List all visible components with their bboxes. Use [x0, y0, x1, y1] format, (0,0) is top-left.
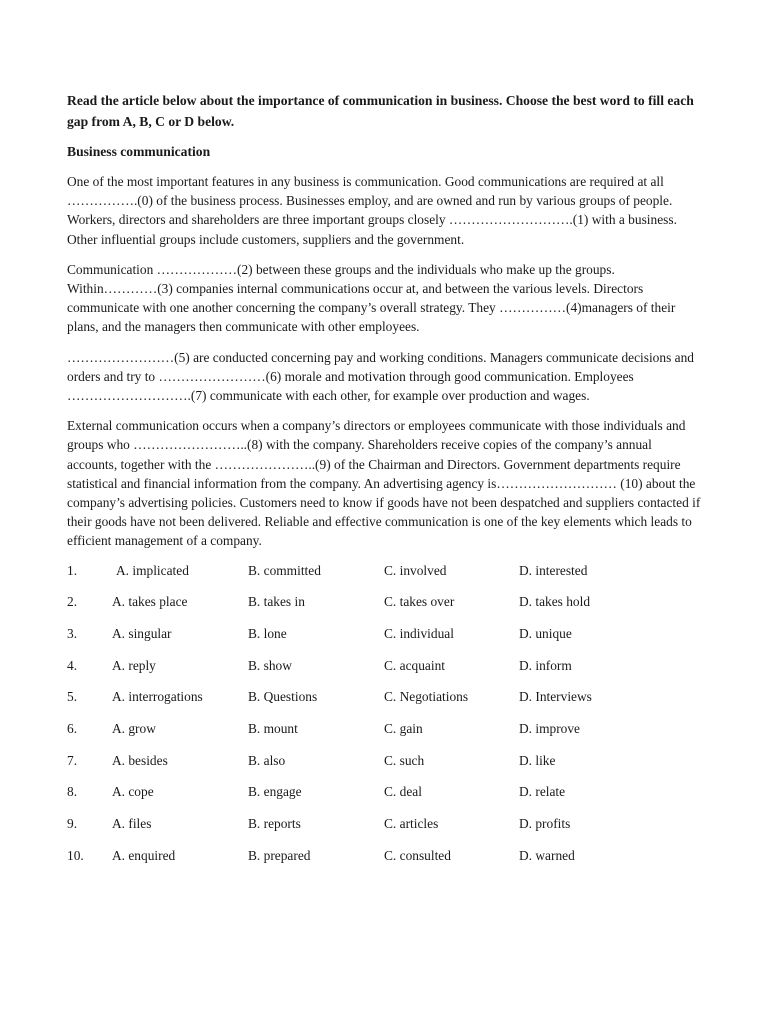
- option-b: B. takes in: [248, 594, 305, 610]
- article-paragraph: External communication occurs when a company’s directors or employees communicate with those individuals and groups who ……………………..(8) with the company. Shareholders receive copies of the company’s annual accounts, together with the …………………..(9) of the Chairman and Directors. Government departments require statistical and financial information from the company. An advertising agency is……………………… (10) about the company’s advertising policies. Customers need to know if goods have not been despatched and suppliers contacted if their goods have not been delivered. Reliable and effective communication is one of the key elements which leads to efficient management of a company.: [67, 418, 701, 549]
- question-number: 4.: [67, 657, 78, 673]
- option-a: A. files: [112, 816, 152, 832]
- question-number: 1.: [67, 562, 78, 578]
- document-page: [67, 90, 703, 880]
- option-b: B. Questions: [248, 689, 318, 705]
- option-b: B. mount: [248, 721, 298, 737]
- question-number: 5.: [67, 689, 78, 705]
- question-number: 7.: [67, 752, 78, 768]
- article-heading: Business communication: [67, 144, 211, 159]
- option-c: C. Negotiations: [384, 689, 469, 705]
- question-number: 6.: [67, 721, 78, 737]
- question-row: [67, 594, 703, 626]
- option-d: D. unique: [519, 626, 572, 642]
- option-b: B. show: [248, 657, 292, 673]
- option-a: A. singular: [112, 626, 172, 642]
- option-c: C. such: [384, 752, 425, 768]
- option-a: A. cope: [112, 784, 154, 800]
- answer-options: [67, 563, 703, 880]
- question-row: [67, 626, 703, 658]
- option-d: D. takes hold: [519, 594, 591, 610]
- option-b: B. also: [248, 752, 286, 768]
- question-number: 2.: [67, 594, 78, 610]
- option-a: A. takes place: [112, 594, 188, 610]
- instructions: Read the article below about the importance of communication in business. Choose the best word to fill each gap from A, B, C or D below.: [67, 93, 694, 129]
- question-row: [67, 721, 703, 753]
- option-a: A. implicated: [116, 562, 189, 578]
- option-d: D. warned: [519, 847, 575, 863]
- option-c: C. takes over: [384, 594, 455, 610]
- question-row: [67, 658, 703, 690]
- option-d: D. improve: [519, 721, 580, 737]
- option-b: B. reports: [248, 816, 301, 832]
- option-c: C. individual: [384, 626, 454, 642]
- option-d: D. interested: [519, 562, 588, 578]
- question-number: 3.: [67, 626, 78, 642]
- question-number: 9.: [67, 816, 78, 832]
- option-b: B. committed: [248, 562, 321, 578]
- question-row: [67, 848, 703, 880]
- option-a: A. reply: [112, 657, 156, 673]
- question-row: [67, 753, 703, 785]
- question-row: [67, 563, 703, 595]
- article-paragraph: Communication ………………(2) between these groups and the individuals who make up the groups. Within…………(3) companies internal communications occur at, and between the various levels. Directors communicate with one another concerning the company’s overall strategy. They ……………(4)managers of their plans, and the managers then communicate with other employees.: [67, 261, 676, 335]
- option-b: B. prepared: [248, 847, 311, 863]
- option-a: A. grow: [112, 721, 156, 737]
- option-a: A. besides: [112, 752, 168, 768]
- option-a: A. interrogations: [112, 689, 203, 705]
- option-c: C. deal: [384, 784, 422, 800]
- question-row: [67, 816, 703, 848]
- option-c: C. articles: [384, 816, 439, 832]
- option-d: D. relate: [519, 784, 566, 800]
- article-paragraph: One of the most important features in any business is communication. Good communications are required at all …………….(0) of the business process. Businesses employ, and are owned and run by various groups of people. Workers, directors and shareholders are three important groups closely ……………………….(1) with a business. Other influential groups include customers, suppliers and the government.: [67, 174, 677, 247]
- option-c: C. gain: [384, 721, 423, 737]
- question-row: [67, 784, 703, 816]
- option-c: C. involved: [384, 562, 447, 578]
- option-c: C. acquaint: [384, 657, 445, 673]
- option-d: D. like: [519, 752, 556, 768]
- question-number: 8.: [67, 784, 78, 800]
- option-d: D. Interviews: [519, 689, 592, 705]
- option-d: D. profits: [519, 816, 571, 832]
- question-number: 10.: [67, 847, 84, 863]
- article-paragraph: ……………………(5) are conducted concerning pay and working conditions. Managers communicate decisions and orders and try to ……………………(6) morale and motivation through good communication. Employees ……………………….(7) communicate with each other, for example over production and wages.: [67, 349, 694, 404]
- question-row: [67, 689, 703, 721]
- option-a: A. enquired: [112, 847, 176, 863]
- option-b: B. lone: [248, 626, 287, 642]
- option-b: B. engage: [248, 784, 302, 800]
- option-c: C. consulted: [384, 847, 451, 863]
- option-d: D. inform: [519, 657, 572, 673]
